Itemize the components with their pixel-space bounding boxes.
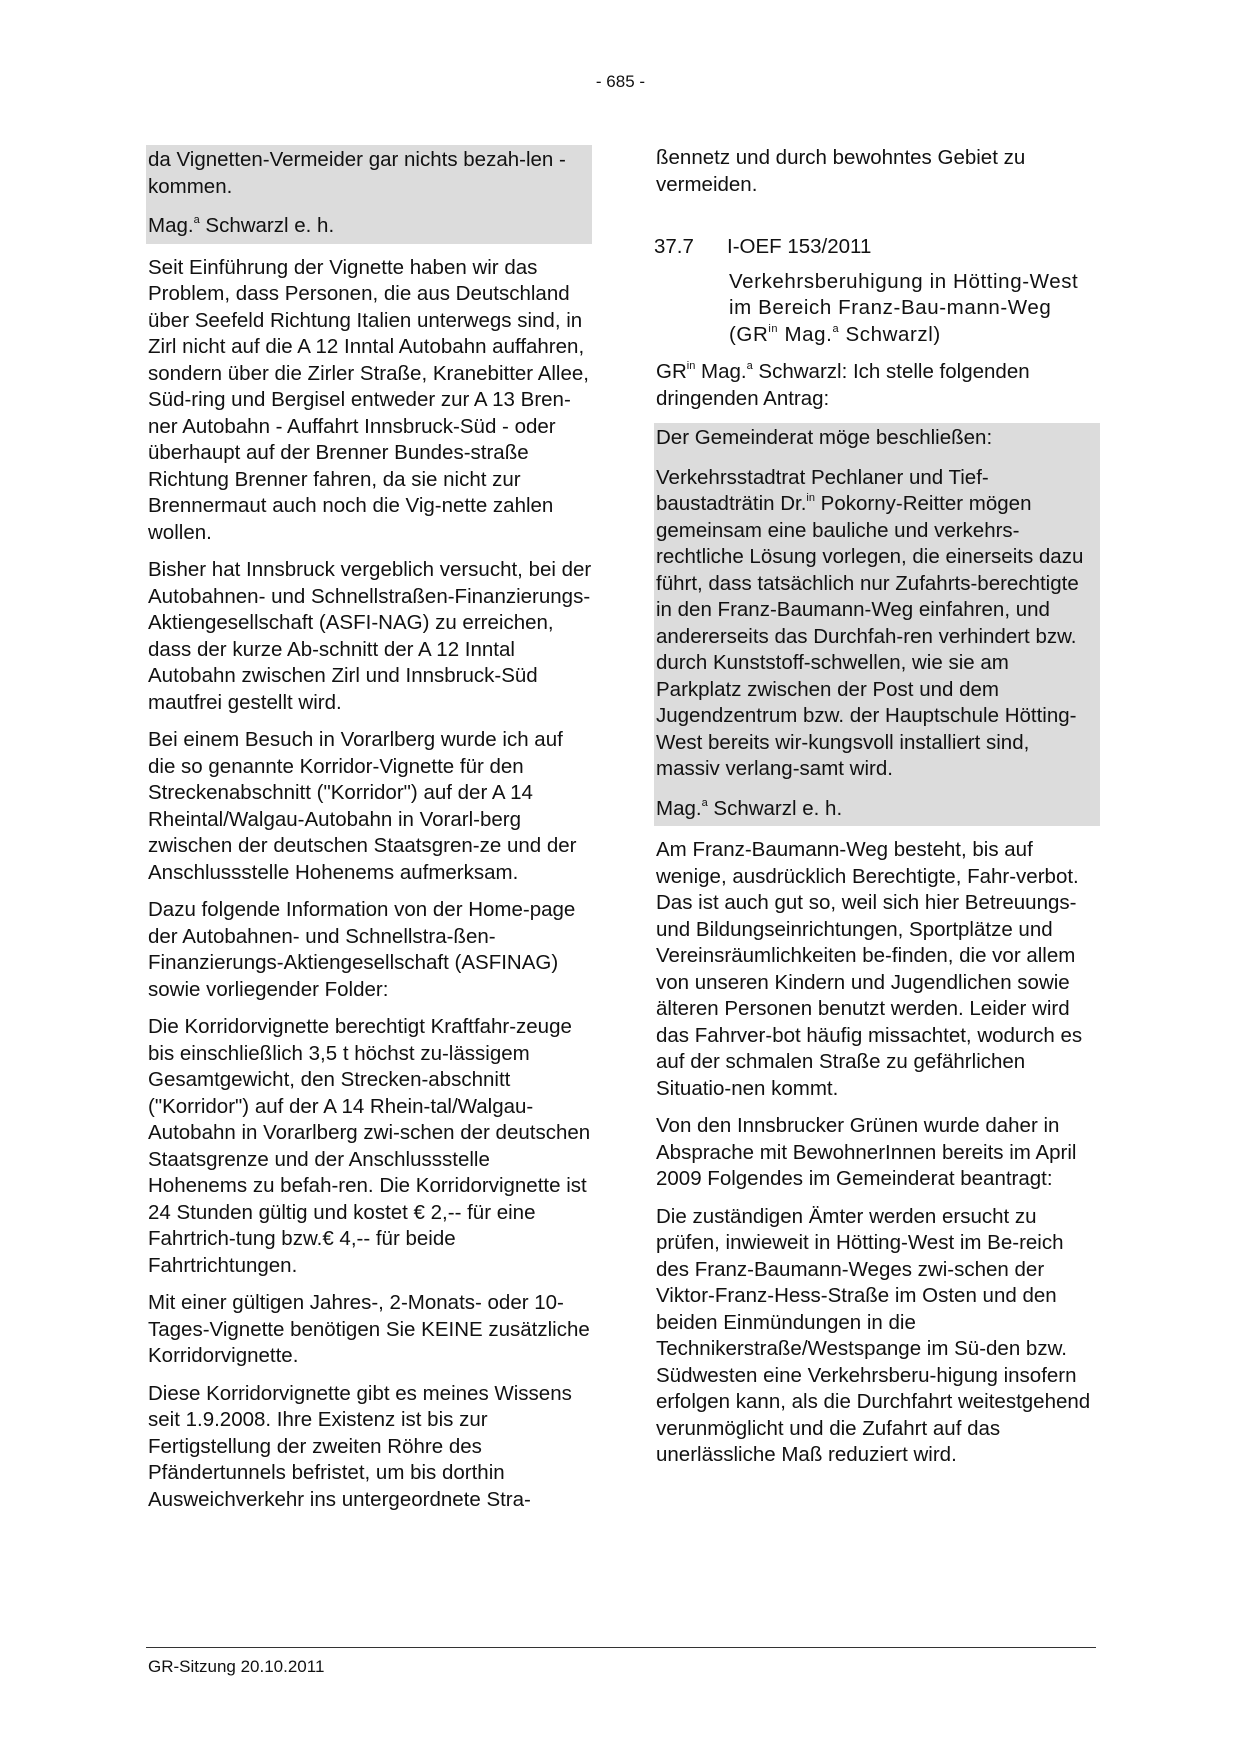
resolution-heading: Der Gemeinderat möge beschließen: [656,426,993,449]
footer-session-date: GR-Sitzung 20.10.2011 [148,1657,325,1676]
paragraph: Am Franz-Baumann-Weg besteht, bis auf wenige, ausdrücklich Berechtigte, Fahr-verbot. Das ist auch gut so, weil sich hier Betreuungs- und Bildungseinrichtungen, Sportplätze und Vereinsräumlichkeiten be-finden, die vor allem von unseren Kindern und Jugendlichen sowie älteren Personen benutzt werden. Leider wird das Fahrver-bot häufig missachtet, wodurch es auf der schmalen Straße zu gefährlichen Situatio-nen kommt. [656,838,1083,1100]
paragraph: Die Korridorvignette berechtigt Kraftfahr-zeuge bis einschließlich 3,5 t höchst zu-lässigem Gesamtgewicht, den Strecken-abschnitt ("Korridor") auf der A 14 Rhein-tal/Walgau-Autobahn in Vorarlberg zwi-schen der deutschen Staatsgrenze und der Anschlussstelle Hohenems zu befah-ren. Die Korridorvignette ist 24 Stunden gültig und kostet € 2,-- für eine Fahrtrich-tung bzw.€ 4,-- für beide Fahrtrichtungen. [148,1015,591,1277]
motion-intro: $GR^{in}$ Mag.$^a$ Schwarzl: Ich stelle folgenden dringenden Antrag: [656,360,1030,410]
left-column [146,145,592,1524]
agenda-item-number: 37.7 [654,235,694,258]
paragraph: Bei einem Besuch in Vorarlberg wurde ich auf die so genannte Korridor-Vignette für den Streckenabschnitt ("Korridor") auf der A 14 Rheintal/Walgau-Autobahn in Vorarl-berg zwischen der deutschen Staatsgren-ze und der Anschlussstelle Hohenems aufmerksam. [148,728,577,884]
page-number: - 685 - [595,72,646,91]
shaded-block-left [146,145,592,244]
shaded-block-right [654,423,1100,826]
paragraph-continuation: da Vignetten-Vermeider gar nichts bezah-len - kommen. [148,148,566,198]
footer-divider [146,1647,1096,1648]
signature: Mag.$^a$ Schwarzl e. h. [656,796,843,820]
agenda-item-title: Verkehrsberuhigung in Hötting-West im Bereich Franz-Bau-mann-Weg ($GR^{in}$ Mag.$^a$ Schwarzl) [729,269,1079,346]
motion-text: Verkehrsstadtrat Pechlaner und Tief-baustadträtin Dr.$^{in}$ Pokorny-Reitter mögen gemeinsam eine bauliche und verkehrs-rechtliche Lösung vorlegen, die einerseits dazu führt, dass tatsächlich nur Zufahrts-berechtigte in den Franz-Baumann-Weg einfahren, und andererseits das Durchfah-ren verhindert bzw. durch Kunststoff-schwellen, wie sie am Parkplatz zwischen der Post und dem Jugendzentrum bzw. der Hauptschule Hötting-West bereits wir-kungsvoll installiert sind, massiv verlang-samt wird. [656,465,1084,780]
paragraph-continuation: ßennetz und durch bewohntes Gebiet zu vermeiden. [656,146,1026,196]
paragraph: Mit einer gültigen Jahres-, 2-Monats- oder 10-Tages-Vignette benötigen Sie KEINE zusätzliche Korridorvignette. [148,1291,590,1367]
agenda-item-code: I-OEF 153/2011 [727,235,872,258]
paragraph: Bisher hat Innsbruck vergeblich versucht, bei der Autobahnen- und Schnellstraßen-Finanzierungs-Aktiengesellschaft (ASFI-NAG) zu erreichen, dass der kurze Ab-schnitt der A 12 Inntal Autobahn zwischen Zirl und Innsbruck-Süd mautfrei gestellt wird. [148,558,592,714]
paragraph: Seit Einführung der Vignette haben wir das Problem, dass Personen, die aus Deutschland über Seefeld Richtung Italien unterwegs sind, in Zirl nicht auf die A 12 Inntal Autobahn auffahren, sondern über die Zirler Straße, Kranebitter Allee, Süd-ring und Bergisel entweder zur A 13 Bren-ner Autobahn - Auffahrt Innsbruck-Süd - oder überhaupt auf der Brenner Bundes-straße Richtung Brenner fahren, da sie nicht zur Brennermaut auch noch die Vig-nette zahlen wollen. [148,255,589,544]
paragraph: Diese Korridorvignette gibt es meines Wissens seit 1.9.2008. Ihre Existenz ist bis zur Fertigstellung der zweiten Röhre des Pfändertunnels befristet, um bis dorthin Ausweichverkehr ins untergeordnete Stra- [148,1381,572,1511]
right-column [654,145,1100,1480]
paragraph: Die zuständigen Ämter werden ersucht zu prüfen, inwieweit in Hötting-West im Be-reich des Franz-Baumann-Weges zwi-schen der Viktor-Franz-Hess-Straße im Osten und den beiden Einmündungen in die Technikerstraße/Westspange im Sü-den bzw. Südwesten eine Verkehrsberu-higung insofern erfolgen kann, als die Durchfahrt weitestgehend verunmöglicht und die Zufahrt auf das unerlässliche Maß reduziert wird. [656,1204,1091,1466]
paragraph: Von den Innsbrucker Grünen wurde daher in Absprache mit BewohnerInnen bereits im April 2009 Folgendes im Gemeinderat beantragt: [656,1114,1077,1190]
signature: Mag.$^a$ Schwarzl e. h. [148,214,335,237]
paragraph: Dazu folgende Information von der Home-page der Autobahnen- und Schnellstra-ßen-Finanzierungs-Aktiengesellschaft (ASFINAG) sowie vorliegender Folder: [148,898,576,1001]
agenda-item-header [654,234,1100,261]
